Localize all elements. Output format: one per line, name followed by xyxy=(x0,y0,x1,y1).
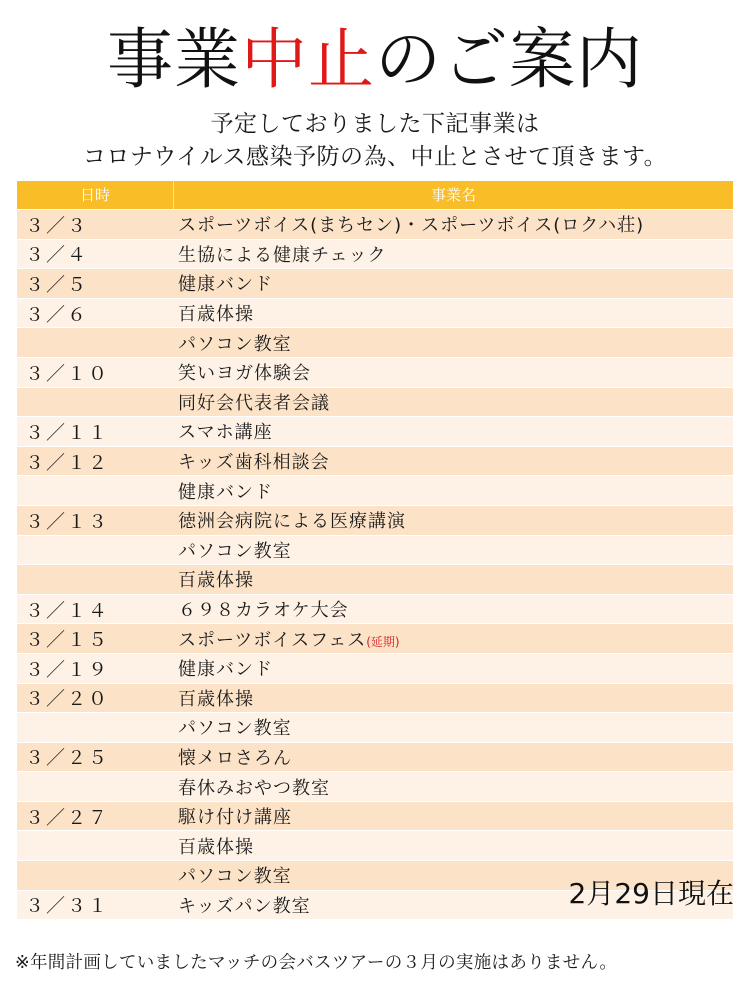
event-name: キッズパン教室 xyxy=(178,895,311,917)
event-name: 駆け付け講座 xyxy=(178,807,292,829)
subtitle-line-2: コロナウイルス感染予防の為、中止とさせて頂きます。 xyxy=(82,144,668,170)
table-row xyxy=(17,564,733,594)
title-part-3: のご案内 xyxy=(375,21,643,98)
event-name: 百歳体操 xyxy=(178,304,254,326)
table-row xyxy=(17,801,733,831)
row-event xyxy=(173,389,733,415)
table-row xyxy=(17,683,733,713)
table-row xyxy=(17,209,733,239)
row-event xyxy=(173,803,733,829)
event-name: 健康バンド xyxy=(178,274,273,296)
row-event xyxy=(173,596,733,622)
row-event xyxy=(173,626,733,652)
row-date: ３／２０ xyxy=(25,688,110,711)
event-name: パソコン教室 xyxy=(178,540,292,562)
row-date: ３／１３ xyxy=(25,510,110,533)
row-date: ３／５ xyxy=(25,273,89,296)
event-name: 百歳体操 xyxy=(178,836,254,858)
row-date: ３／１４ xyxy=(25,599,110,622)
row-event xyxy=(173,655,733,681)
table-row xyxy=(17,742,733,772)
event-name: ６９８カラオケ大会 xyxy=(178,600,349,622)
row-date: ３／４ xyxy=(25,244,89,267)
event-note: (延期) xyxy=(366,634,400,649)
table-body xyxy=(17,209,733,919)
table-row xyxy=(17,416,733,446)
table-row xyxy=(17,327,733,357)
event-name: 懐メロさろん xyxy=(178,747,292,769)
event-name: 同好会代表者会議 xyxy=(178,392,330,414)
table-row xyxy=(17,505,733,535)
row-event xyxy=(173,833,733,859)
header-date: 日時 xyxy=(17,181,174,209)
event-name: 百歳体操 xyxy=(178,688,254,710)
page-title xyxy=(0,14,750,106)
table-row xyxy=(17,830,733,860)
event-name: スポーツボイス(まちセン)・スポーツボイス(ロクハ荘) xyxy=(178,215,645,237)
as-of-date: 2月29日現在 xyxy=(568,877,734,910)
row-date: ３／１２ xyxy=(25,451,110,474)
row-event xyxy=(173,774,733,800)
row-date: ３／３１ xyxy=(25,895,110,918)
table-row xyxy=(17,535,733,565)
table-row xyxy=(17,239,733,269)
row-event xyxy=(173,211,733,237)
table-row xyxy=(17,712,733,742)
table-row xyxy=(17,446,733,476)
table-row xyxy=(17,653,733,683)
row-event xyxy=(173,507,733,533)
event-name: スポーツボイスフェス xyxy=(178,629,367,651)
row-date: ３／２５ xyxy=(25,747,110,770)
table-row xyxy=(17,298,733,328)
table-header xyxy=(17,181,733,209)
cancellation-table xyxy=(17,181,733,919)
row-event xyxy=(173,685,733,711)
title-part-1: 事業 xyxy=(107,21,241,98)
event-name: キッズ歯科相談会 xyxy=(178,452,330,474)
row-event xyxy=(173,241,733,267)
table-row xyxy=(17,387,733,417)
row-event xyxy=(173,270,733,296)
row-event xyxy=(173,744,733,770)
event-name: 生協による健康チェック xyxy=(178,244,387,266)
event-name: パソコン教室 xyxy=(178,718,292,740)
footnote: ※年間計画していましたマッチの会バスツアーの３月の実施はありません。 xyxy=(15,953,618,973)
header-event: 事業名 xyxy=(430,186,476,204)
table-row xyxy=(17,594,733,624)
event-name: 百歳体操 xyxy=(178,570,254,592)
row-event xyxy=(173,566,733,592)
row-event xyxy=(173,478,733,504)
row-date: ３／１５ xyxy=(25,629,110,652)
event-name: 健康バンド xyxy=(178,659,273,681)
table-row xyxy=(17,623,733,653)
event-name: 健康バンド xyxy=(178,481,273,503)
row-event xyxy=(173,448,733,474)
row-date: ３／１１ xyxy=(25,421,110,444)
row-event xyxy=(173,330,733,356)
event-name: 春休みおやつ教室 xyxy=(178,777,330,799)
row-date: ３／１９ xyxy=(25,658,110,681)
table-row xyxy=(17,357,733,387)
row-date: ３／１０ xyxy=(25,362,110,385)
subtitle-line-1: 予定しておりました下記事業は xyxy=(210,111,540,137)
event-name: パソコン教室 xyxy=(178,333,292,355)
table-row xyxy=(17,771,733,801)
row-date: ３／６ xyxy=(25,303,89,326)
row-date: ３／２７ xyxy=(25,806,110,829)
event-name: 徳洲会病院による医療講演 xyxy=(178,511,406,533)
event-name: スマホ講座 xyxy=(178,422,273,444)
table-row xyxy=(17,268,733,298)
row-event xyxy=(173,537,733,563)
row-event xyxy=(173,300,733,326)
event-name: 笑いヨガ体験会 xyxy=(178,363,311,385)
row-date: ３／３ xyxy=(25,214,89,237)
row-event xyxy=(173,714,733,740)
row-event xyxy=(173,359,733,385)
row-event xyxy=(173,418,733,444)
title-part-2-cancelled: 中止 xyxy=(241,21,375,98)
event-name: パソコン教室 xyxy=(178,866,292,888)
table-row xyxy=(17,475,733,505)
